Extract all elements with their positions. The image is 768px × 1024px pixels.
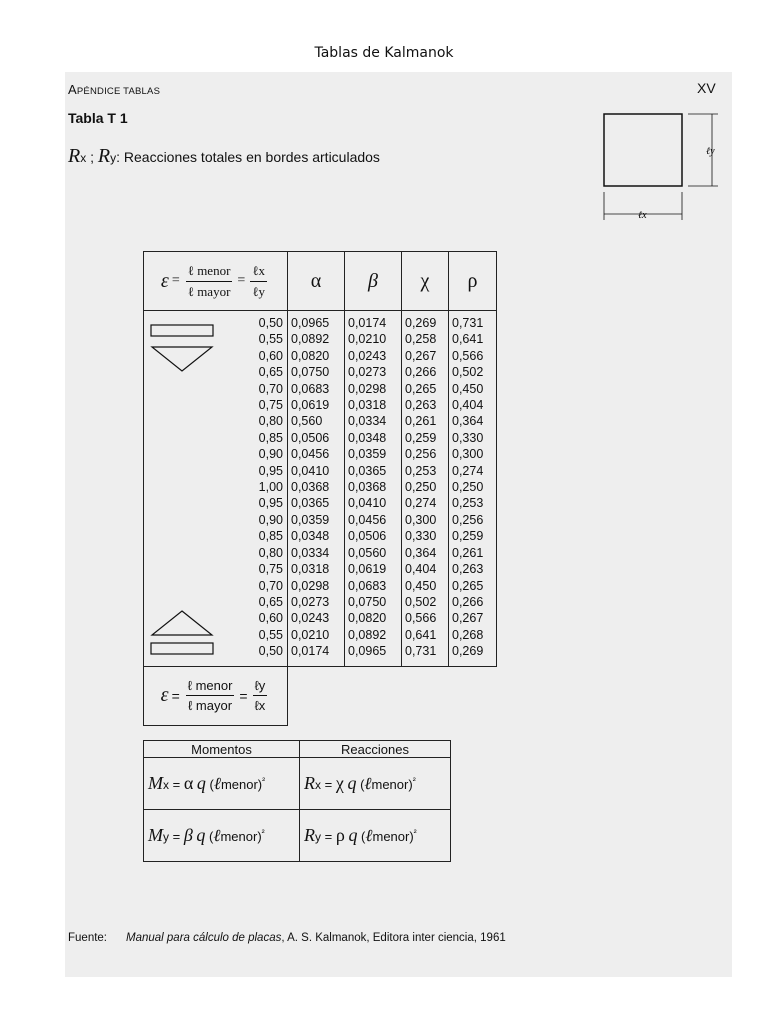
epsilon-value: 0,95 bbox=[258, 496, 283, 511]
chi-column bbox=[402, 311, 449, 667]
rho-value: 0,566 bbox=[452, 348, 484, 363]
source-label: Fuente: bbox=[68, 932, 107, 944]
table-header-row bbox=[144, 252, 497, 311]
alpha-value: 0,0210 bbox=[291, 627, 330, 642]
rho-value: 0,330 bbox=[452, 430, 484, 445]
rho-value: 0,261 bbox=[452, 545, 484, 560]
rho-value: 0,731 bbox=[452, 316, 484, 330]
formula-table bbox=[143, 740, 451, 862]
epsilon-value: 0,60 bbox=[258, 348, 283, 363]
alpha-value: 0,0318 bbox=[291, 562, 330, 577]
triangle-down-icon bbox=[150, 345, 216, 373]
chi-value: 0,256 bbox=[405, 447, 437, 462]
moments-header: Momentos bbox=[144, 741, 300, 758]
epsilon-values bbox=[259, 315, 283, 660]
beta-value: 0,0174 bbox=[348, 316, 387, 330]
formula-ry: Ry = ρ q (ℓmenor)$^{^2}$ bbox=[300, 810, 451, 862]
alpha-value: 0,0365 bbox=[291, 496, 330, 511]
alpha-value: 0,0368 bbox=[291, 480, 330, 495]
alpha-value: 0,0456 bbox=[291, 447, 330, 462]
beta-value: 0,0619 bbox=[348, 562, 387, 577]
chi-value: 0,267 bbox=[405, 348, 437, 363]
ratio-numerator-bottom: ℓ menor bbox=[186, 678, 235, 696]
rho-value: 0,269 bbox=[452, 644, 484, 659]
chi-value: 0,404 bbox=[405, 562, 437, 577]
epsilon-value: 0,70 bbox=[258, 381, 283, 396]
rho-value: 0,256 bbox=[452, 512, 484, 527]
source-title: Manual para cálculo de placas bbox=[126, 932, 282, 944]
ratio-ly: ℓy bbox=[252, 283, 266, 299]
beta-value: 0,0210 bbox=[348, 332, 387, 347]
beta-value: 0,0506 bbox=[348, 529, 387, 544]
ratio-denominator: ℓ mayor bbox=[187, 283, 231, 299]
ratio-denominator-bottom: ℓ mayor bbox=[188, 698, 233, 714]
chi-value: 0,258 bbox=[405, 332, 437, 347]
beta-column bbox=[345, 311, 402, 667]
epsilon-value: 0,75 bbox=[258, 562, 283, 577]
epsilon-value: 0,65 bbox=[258, 594, 283, 609]
rho-value: 0,259 bbox=[452, 529, 484, 544]
alpha-value: 0,560 bbox=[291, 414, 323, 429]
formula-rx: Rx = χ q (ℓmenor)$^{^2}$ bbox=[300, 758, 451, 810]
epsilon-value: 0,80 bbox=[258, 545, 283, 560]
beta-value: 0,0820 bbox=[348, 611, 387, 626]
table-subtitle: Rx ; Ry: Reacciones totales en bordes articulados bbox=[68, 145, 380, 167]
alpha-value: 0,0174 bbox=[291, 644, 330, 659]
chi-value: 0,266 bbox=[405, 365, 437, 380]
ratio-ly-bottom: ℓy bbox=[253, 678, 268, 696]
rho-value: 0,267 bbox=[452, 611, 484, 626]
alpha-value: 0,0750 bbox=[291, 365, 330, 380]
header-rho: ρ bbox=[449, 252, 497, 311]
diagram-label-x: ℓx bbox=[638, 210, 647, 221]
chi-value: 0,263 bbox=[405, 398, 437, 413]
alpha-value: 0,0359 bbox=[291, 512, 330, 527]
chi-value: 0,731 bbox=[405, 644, 437, 659]
rho-value: 0,253 bbox=[452, 496, 484, 511]
chi-value: 0,300 bbox=[405, 512, 437, 527]
reactions-header: Reacciones bbox=[300, 741, 451, 758]
source-citation bbox=[68, 932, 506, 944]
beta-value: 0,0456 bbox=[348, 512, 387, 527]
epsilon-value: 0,90 bbox=[258, 447, 283, 462]
beta-value: 0,0273 bbox=[348, 365, 387, 380]
rho-value: 0,502 bbox=[452, 365, 484, 380]
table-label: Tabla T 1 bbox=[68, 110, 128, 126]
chi-value: 0,330 bbox=[405, 529, 437, 544]
beta-value: 0,0334 bbox=[348, 414, 387, 429]
rectangle-wide-bottom-icon bbox=[150, 642, 216, 656]
beta-value: 0,0750 bbox=[348, 594, 387, 609]
chi-value: 0,364 bbox=[405, 545, 437, 560]
chi-value: 0,566 bbox=[405, 611, 437, 626]
epsilon-value: 0,55 bbox=[258, 627, 283, 642]
alpha-value: 0,0683 bbox=[291, 381, 330, 396]
rectangle-wide-icon bbox=[150, 324, 216, 338]
chi-value: 0,450 bbox=[405, 578, 437, 593]
alpha-value: 0,0820 bbox=[291, 348, 330, 363]
epsilon-value: 0,65 bbox=[258, 365, 283, 380]
alpha-value: 0,0892 bbox=[291, 332, 330, 347]
beta-value: 0,0359 bbox=[348, 447, 387, 462]
rho-value: 0,250 bbox=[452, 480, 484, 495]
kalmanok-table bbox=[143, 251, 497, 726]
rho-value: 0,641 bbox=[452, 332, 484, 347]
rho-value: 0,263 bbox=[452, 562, 484, 577]
chi-value: 0,261 bbox=[405, 414, 437, 429]
beta-value: 0,0348 bbox=[348, 430, 387, 445]
epsilon-value: 0,85 bbox=[258, 529, 283, 544]
epsilon-value: 0,50 bbox=[258, 316, 283, 330]
beta-value: 0,0892 bbox=[348, 627, 387, 642]
epsilon-value: 0,50 bbox=[258, 644, 283, 659]
alpha-column bbox=[288, 311, 345, 667]
alpha-value: 0,0298 bbox=[291, 578, 330, 593]
rho-value: 0,404 bbox=[452, 398, 484, 413]
alpha-value: 0,0619 bbox=[291, 398, 330, 413]
epsilon-value: 0,70 bbox=[258, 578, 283, 593]
chi-value: 0,641 bbox=[405, 627, 437, 642]
epsilon-value: 0,75 bbox=[258, 398, 283, 413]
chi-value: 0,259 bbox=[405, 430, 437, 445]
epsilon-symbol: ε bbox=[160, 269, 169, 292]
header-chi: χ bbox=[402, 252, 449, 311]
chi-value: 0,265 bbox=[405, 381, 437, 396]
page-number: XV bbox=[697, 80, 716, 96]
chi-value: 0,502 bbox=[405, 594, 437, 609]
alpha-value: 0,0506 bbox=[291, 430, 330, 445]
alpha-value: 0,0965 bbox=[291, 316, 330, 330]
epsilon-column bbox=[144, 311, 288, 667]
beta-value: 0,0298 bbox=[348, 381, 387, 396]
formula-mx: Mx = α q (ℓmenor)$^{^2}$ bbox=[144, 758, 300, 810]
beta-value: 0,0683 bbox=[348, 578, 387, 593]
beta-value: 0,0318 bbox=[348, 398, 387, 413]
alpha-value: 0,0410 bbox=[291, 463, 330, 478]
ratio-numerator: ℓ menor bbox=[186, 263, 233, 282]
epsilon-value: 0,80 bbox=[258, 414, 283, 429]
source-rest: , A. S. Kalmanok, Editora inter ciencia, 1961 bbox=[281, 932, 506, 944]
beta-value: 0,0365 bbox=[348, 463, 387, 478]
alpha-value: 0,0243 bbox=[291, 611, 330, 626]
formula-my: My = β q (ℓmenor)$^{^2}$ bbox=[144, 810, 300, 862]
rho-value: 0,364 bbox=[452, 414, 484, 429]
plate-diagram bbox=[598, 108, 723, 223]
rho-value: 0,274 bbox=[452, 463, 484, 478]
ratio-lx: ℓx bbox=[250, 263, 267, 282]
chi-value: 0,253 bbox=[405, 463, 437, 478]
triangle-up-icon bbox=[150, 609, 216, 637]
table-footer-row bbox=[144, 666, 497, 725]
epsilon-value: 0,90 bbox=[258, 512, 283, 527]
rho-column bbox=[449, 311, 497, 667]
header-alpha: α bbox=[288, 252, 345, 311]
ratio-lx-bottom: ℓx bbox=[254, 698, 266, 714]
chi-value: 0,269 bbox=[405, 316, 437, 330]
alpha-value: 0,0334 bbox=[291, 545, 330, 560]
table-body-row bbox=[144, 311, 497, 667]
epsilon-symbol-bottom: ε bbox=[160, 684, 169, 707]
epsilon-value: 0,85 bbox=[258, 430, 283, 445]
page-title: Tablas de Kalmanok bbox=[314, 45, 454, 61]
rho-value: 0,268 bbox=[452, 627, 484, 642]
rho-value: 0,450 bbox=[452, 381, 484, 396]
section-heading: APÉNDICE TABLAS bbox=[68, 82, 161, 97]
beta-value: 0,0560 bbox=[348, 545, 387, 560]
epsilon-value: 1,00 bbox=[258, 480, 283, 495]
rho-value: 0,265 bbox=[452, 578, 484, 593]
rho-value: 0,266 bbox=[452, 594, 484, 609]
beta-value: 0,0243 bbox=[348, 348, 387, 363]
chi-value: 0,274 bbox=[405, 496, 437, 511]
epsilon-value: 0,95 bbox=[258, 463, 283, 478]
alpha-value: 0,0273 bbox=[291, 594, 330, 609]
header-beta: β bbox=[345, 252, 402, 311]
diagram-label-y: ℓy bbox=[706, 146, 715, 157]
beta-value: 0,0410 bbox=[348, 496, 387, 511]
beta-value: 0,0965 bbox=[348, 644, 387, 659]
epsilon-ratio-footer: ε = $\frac{\text{ℓ menor}}{\text{ℓ mayor}}$ = $\frac{\text{ℓy}}{\text{ℓx}}$ bbox=[144, 666, 288, 725]
chi-value: 0,250 bbox=[405, 480, 437, 495]
epsilon-value: 0,55 bbox=[258, 332, 283, 347]
alpha-value: 0,0348 bbox=[291, 529, 330, 544]
epsilon-value: 0,60 bbox=[258, 611, 283, 626]
beta-value: 0,0368 bbox=[348, 480, 387, 495]
epsilon-ratio-header: ε = $\frac{\text{ℓ menor}}{\text{ℓ mayor}}$ = $\frac{\text{ℓx}}{\text{ℓy}}$ bbox=[144, 252, 288, 311]
rho-value: 0,300 bbox=[452, 447, 484, 462]
